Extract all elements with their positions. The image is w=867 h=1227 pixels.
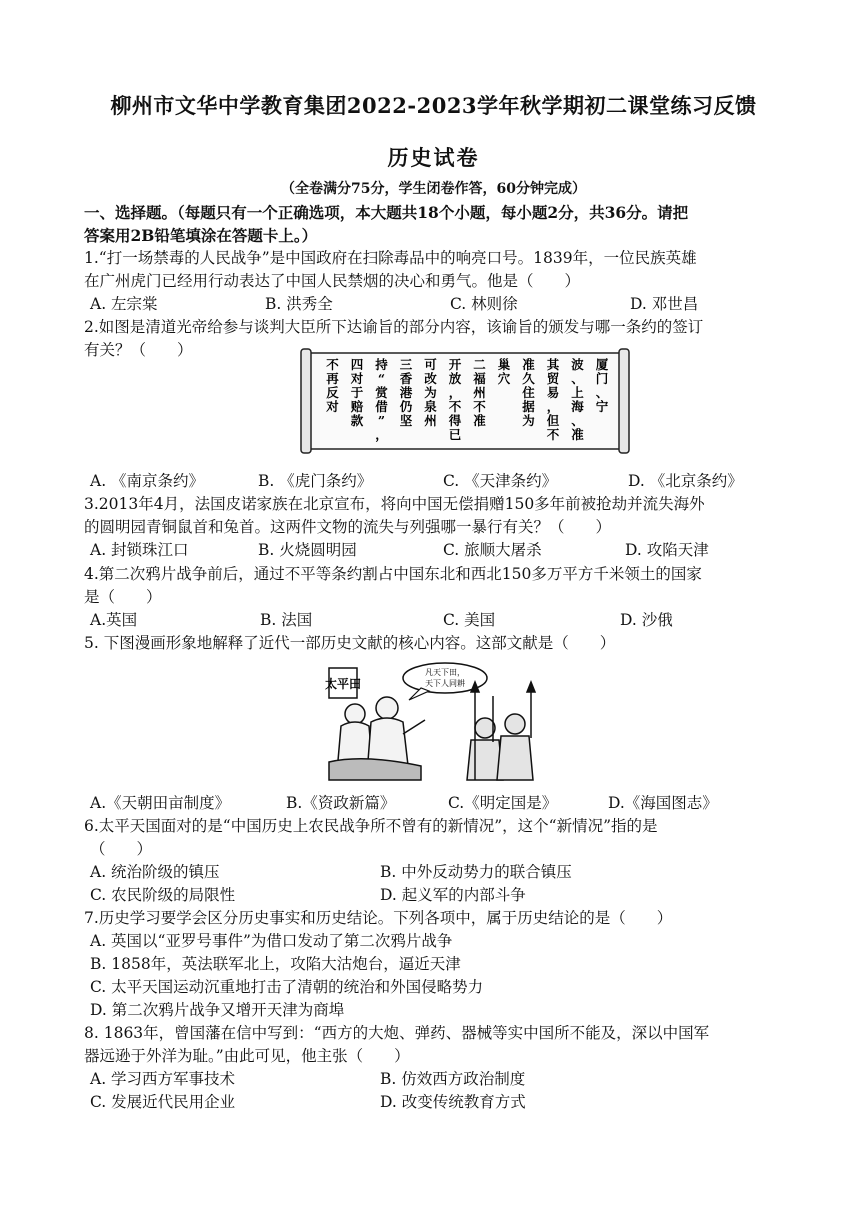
question-5-option-d: D.《海国图志》 [608, 794, 718, 812]
question-1-option-c: C. 林则徐 [450, 295, 518, 313]
question-2-option-c: C. 《天津条约》 [443, 472, 558, 490]
question-3-option-a: A. 封锁珠江口 [90, 541, 189, 559]
question-1-text: 1.“打一场禁毒的人民战争”是中国政府在扫除毒品中的响亮口号。1839年，一位民族英雄 [84, 249, 697, 267]
scroll-column-3: 其贸易，但不 [546, 357, 560, 442]
section-heading-cont: 答案用2B铅笔填涂在答题卡上。） [84, 226, 318, 245]
question-3-option-c: C. 旅顺大屠杀 [443, 541, 542, 559]
question-7-option-c: C. 太平天国运动沉重地打击了清朝的统治和外国侵略势力 [90, 978, 484, 996]
question-4-option-a: A.英国 [90, 611, 138, 629]
question-5-option-a: A.《天朝田亩制度》 [90, 794, 231, 812]
exam-title: 柳州市文华中学教育集团2022-2023学年秋学期初二课堂练习反馈 [110, 93, 757, 118]
question-4-option-b: B. 法国 [260, 611, 313, 629]
question-2-text-cont: 有关？（ ） [84, 341, 193, 359]
question-5-option-b: B.《资政新篇》 [286, 794, 396, 812]
question-5-text: 5. 下图漫画形象地解释了近代一部历史文献的核心内容。这部文献是（ ） [84, 634, 616, 652]
question-7-option-d: D. 第二次鸦片战争又增开天津为商埠 [90, 1001, 345, 1019]
question-4-option-d: D. 沙俄 [620, 611, 673, 629]
question-7-text: 7.历史学习要学会区分历史事实和历史结论。下列各项中，属于历史结论的是（ ） [84, 909, 673, 927]
scroll-column-1: 厦门、宁 [595, 357, 609, 414]
question-1-option-b: B. 洪秀全 [265, 295, 333, 313]
scroll-column-12: 不再反对 [326, 357, 339, 414]
question-8-option-c: C. 发展近代民用企业 [90, 1093, 236, 1111]
question-2-option-a: A. 《南京条约》 [90, 472, 205, 490]
scroll-column-7: 开放，不得已 [448, 357, 462, 442]
question-2-option-b: B. 《虎门条约》 [258, 472, 373, 490]
question-4-text: 4.第二次鸦片战争前后，通过不平等条约割占中国东北和西北150多万平方千米领土的国家 [84, 565, 702, 583]
question-3-option-d: D. 攻陷天津 [625, 541, 709, 559]
question-6-text-cont: （ ） [90, 840, 153, 858]
question-3-option-b: B. 火烧圆明园 [258, 541, 357, 559]
exam-subtitle: 历史试卷 [387, 145, 480, 170]
scroll-column-6: 二福州不准 [473, 357, 486, 428]
question-7-option-b: B. 1858年，英法联军北上，攻陷大沽炮台，逼近天津 [90, 955, 461, 973]
question-2-text: 2.如图是清道光帝给参与谈判大臣所下达谕旨的部分内容，该谕旨的颁发与哪一条约的签订 [84, 318, 704, 336]
question-3-text: 3.2013年4月，法国皮诺家族在北京宣布，将向中国无偿捐赠150多年前被抢劫并流失海外 [84, 495, 705, 513]
question-6-option-a: A. 统治阶级的镇压 [90, 863, 220, 881]
question-4-text-cont: 是（ ） [84, 588, 162, 606]
section-heading: 一、选择题。（每题只有一个正确选项，本大题共18个小题，每小题2分，共36分。请把 [84, 203, 689, 222]
edict-scroll-figure [300, 345, 630, 457]
question-6-option-b: B. 中外反动势力的联合镇压 [380, 863, 572, 881]
question-1-option-d: D. 邓世昌 [630, 295, 699, 313]
question-8-option-a: A. 学习西方军事技术 [90, 1070, 236, 1088]
scroll-column-4: 准久住据为 [522, 357, 535, 428]
scroll-column-8: 可改为泉州 [424, 357, 437, 428]
scroll-column-5: 巢穴 [497, 357, 511, 386]
scroll-column-9: 三香港仍坚 [399, 357, 413, 428]
exam-note: （全卷满分75分，学生闭卷作答，60分钟完成） [281, 181, 586, 197]
question-8-option-d: D. 改变传统教育方式 [380, 1093, 526, 1111]
question-6-text: 6.太平天国面对的是“中国历史上农民战争所不曾有的新情况”，这个“新情况”指的是 [84, 817, 658, 835]
question-7-option-a: A. 英国以“亚罗号事件”为借口发动了第二次鸦片战争 [90, 932, 453, 950]
question-2-option-d: D. 《北京条约》 [628, 472, 743, 490]
question-6-option-c: C. 农民阶级的局限性 [90, 886, 236, 904]
question-3-text-cont: 的圆明园青铜鼠首和兔首。这两件文物的流失与列强哪一暴行有关？（ ） [84, 518, 612, 536]
question-5-option-c: C.《明定国是》 [448, 794, 558, 812]
question-8-option-b: B. 仿效西方政治制度 [380, 1070, 526, 1088]
question-8-text-cont: 器远逊于外洋为耻。”由此可见，他主张（ ） [84, 1047, 410, 1065]
question-6-option-d: D. 起义军的内部斗争 [380, 886, 526, 904]
scroll-column-10: 持“赏借”， [375, 357, 388, 442]
scroll-column-2: 波、上海、准 [571, 357, 584, 442]
question-4-option-c: C. 美国 [443, 611, 496, 629]
cartoon-bubble-line-1: 凡天下田， [425, 668, 465, 677]
taiping-cartoon-figure [325, 662, 547, 782]
question-1-option-a: A. 左宗棠 [90, 295, 158, 313]
cartoon-banner-text: 太平田 [325, 677, 362, 691]
question-1-text-cont: 在广州虎门已经用行动表达了中国人民禁烟的决心和勇气。他是（ ） [84, 272, 581, 290]
question-8-text: 8. 1863年，曾国藩在信中写到：“西方的大炮、弹药、器械等实中国所不能及，深以中国军 [84, 1024, 710, 1042]
cartoon-bubble-line-2: 天下人同耕 [425, 679, 465, 688]
scroll-column-11: 四对于赔款 [350, 357, 364, 428]
